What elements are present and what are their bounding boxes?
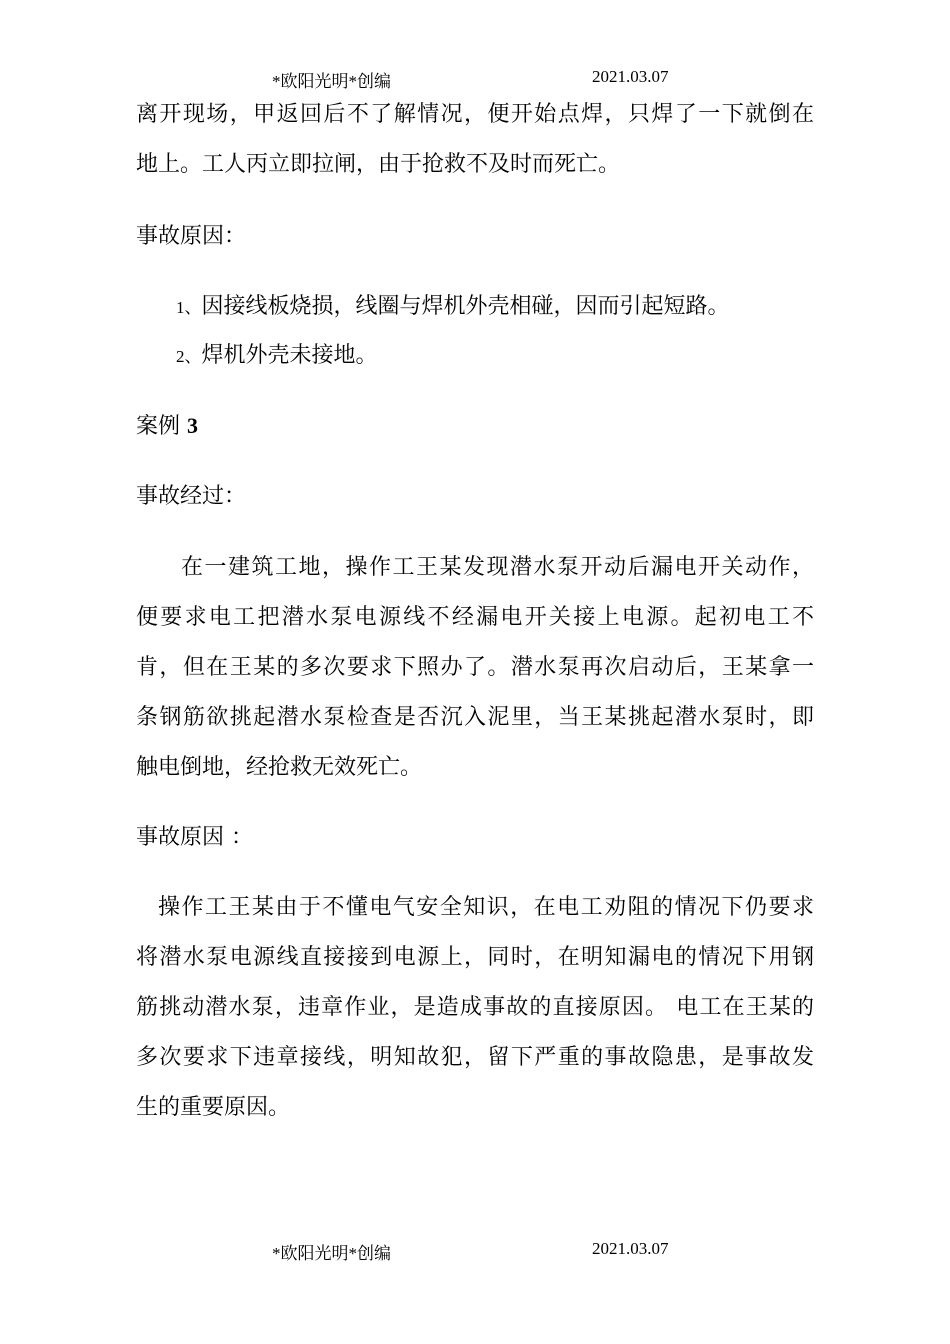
case-heading bbox=[136, 411, 198, 442]
list-item-text: 焊机外壳未接地。 bbox=[201, 343, 378, 368]
paragraph-line: 操作工王某由于不懂电气安全知识，在电工劝阻的情况下仍要求 bbox=[158, 895, 814, 920]
case-label: 案例 bbox=[136, 414, 181, 439]
footer-date: 2021.03.07 bbox=[592, 1239, 669, 1258]
section-heading-cause: 事故原因： bbox=[136, 224, 247, 249]
paragraph-line: 便要求电工把潜水泵电源线不经漏电开关接上电源。起初电工不 bbox=[136, 605, 814, 630]
footer-author: *欧阳光明*创编 bbox=[272, 1244, 391, 1263]
paragraph-line: 在一建筑工地，操作工王某发现潜水泵开动后漏电开关动作， bbox=[181, 555, 814, 580]
paragraph-line: 触电倒地，经抢救无效死亡。 bbox=[136, 755, 423, 780]
paragraph-line: 条钢筋欲挑起潜水泵检查是否沉入泥里，当王某挑起潜水泵时，即 bbox=[136, 705, 814, 730]
paragraph-line: 地上。工人丙立即拉闸，由于抢救不及时而死亡。 bbox=[136, 152, 621, 177]
case-number: 3 bbox=[187, 413, 199, 438]
page-header bbox=[0, 67, 950, 97]
section-heading-process: 事故经过： bbox=[136, 484, 247, 509]
list-number: 1、 bbox=[176, 298, 202, 317]
section-heading-cause: 事故原因 ： bbox=[136, 825, 253, 850]
list-number: 2、 bbox=[176, 347, 202, 366]
paragraph-line: 肯，但在王某的多次要求下照办了。潜水泵再次启动后，王某拿一 bbox=[136, 655, 814, 680]
paragraph-line: 多次要求下违章接线，明知故犯，留下严重的事故隐患，是事故发 bbox=[136, 1045, 814, 1070]
paragraph-line: 将潜水泵电源线直接接到电源上，同时，在明知漏电的情况下用钢 bbox=[136, 945, 814, 970]
page-footer bbox=[0, 1239, 950, 1269]
list-item-text: 因接线板烧损，线圈与焊机外壳相碰，因而引起短路。 bbox=[201, 294, 730, 319]
cause-item-1 bbox=[176, 292, 730, 323]
cause-item-2 bbox=[176, 341, 378, 372]
paragraph-line: 离开现场，甲返回后不了解情况，便开始点焊，只焊了一下就倒在 bbox=[136, 102, 814, 127]
header-date: 2021.03.07 bbox=[592, 67, 669, 86]
paragraph-line: 生的重要原因。 bbox=[136, 1095, 291, 1120]
header-author: *欧阳光明*创编 bbox=[272, 72, 391, 91]
paragraph-line: 筋挑动潜水泵，违章作业，是造成事故的直接原因。 电工在王某的 bbox=[136, 995, 814, 1020]
